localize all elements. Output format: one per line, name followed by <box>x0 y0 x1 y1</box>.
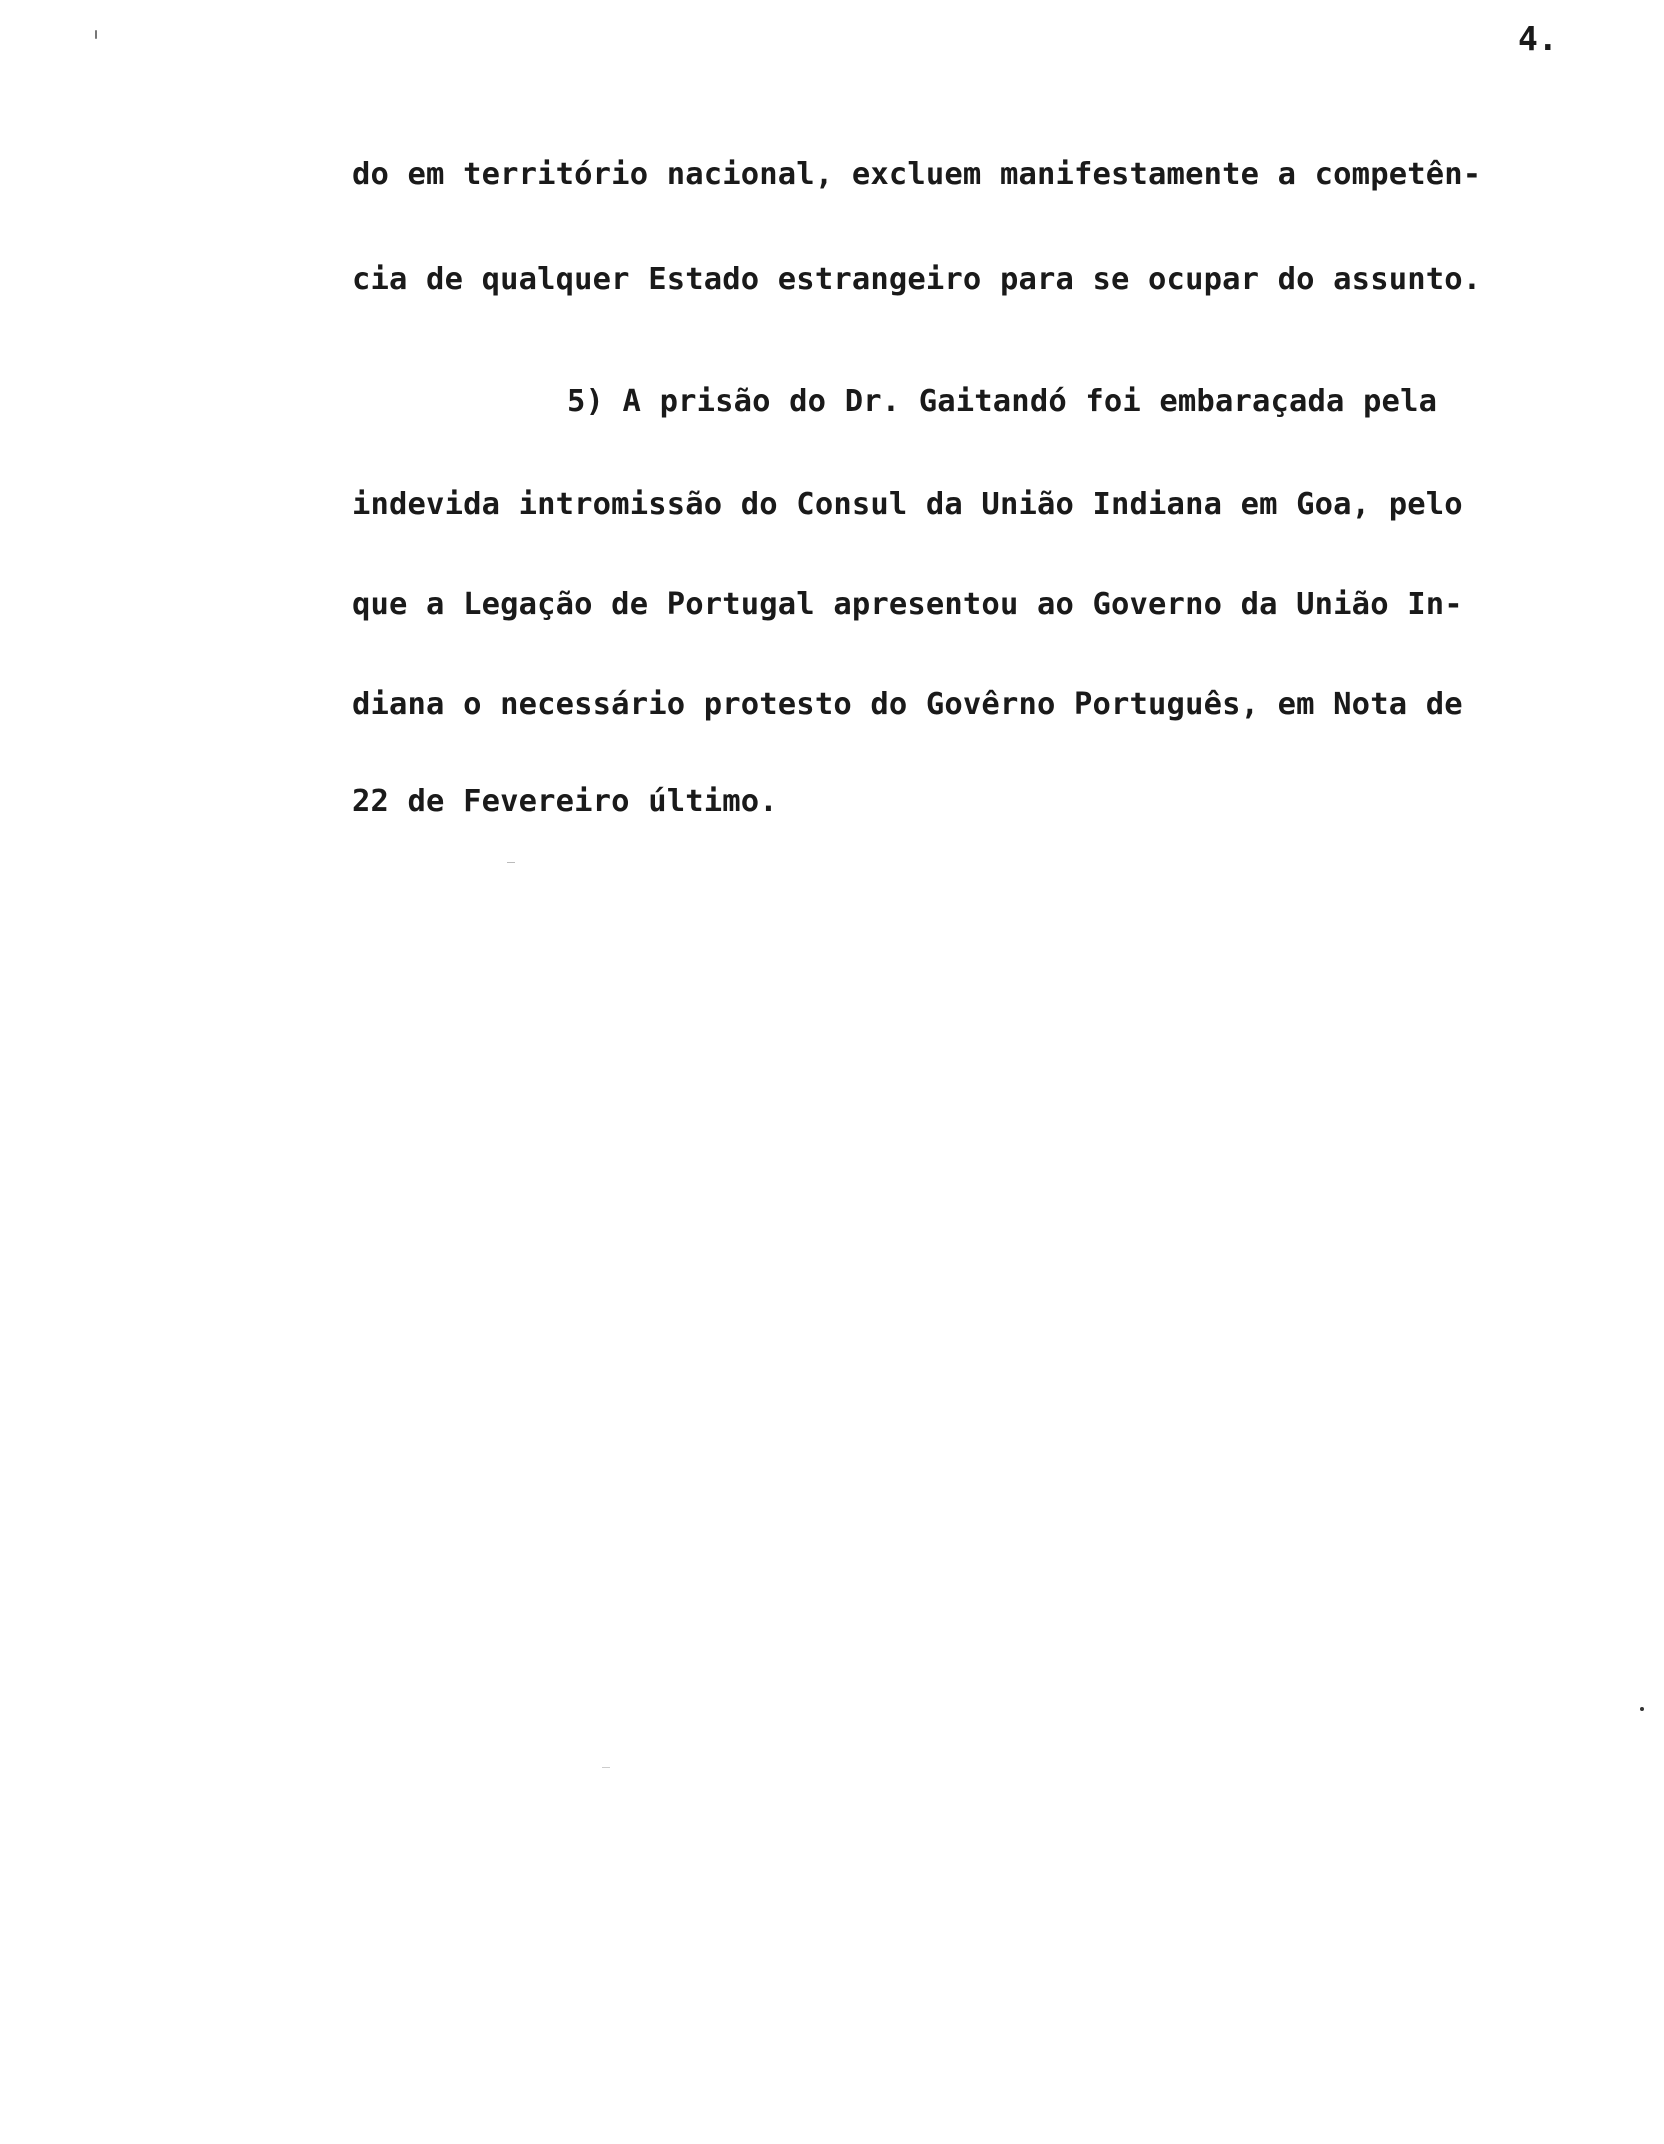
text-line: indevida intromissão do Consul da União Indiana em Goa, pelo <box>352 487 1463 522</box>
paragraph-start-line: 5) A prisão do Dr. Gaitandó foi embaraçada pela <box>567 384 1438 419</box>
page-number: 4. <box>1518 19 1558 58</box>
text-line: diana o necessário protesto do Govêrno Português, em Nota de <box>352 687 1463 722</box>
scan-speck-mark <box>1640 1707 1644 1711</box>
text-line: que a Legação de Portugal apresentou ao Governo da União In- <box>352 587 1463 622</box>
text-line: cia de qualquer Estado estrangeiro para se ocupar do assunto. <box>352 262 1482 297</box>
text-line: 22 de Fevereiro último. <box>352 784 778 819</box>
text-line: do em território nacional, excluem manifestamente a competên- <box>352 157 1482 192</box>
scan-speck-mark <box>602 1767 610 1768</box>
scan-speck-mark <box>507 862 515 863</box>
scan-speck-mark <box>95 30 97 39</box>
